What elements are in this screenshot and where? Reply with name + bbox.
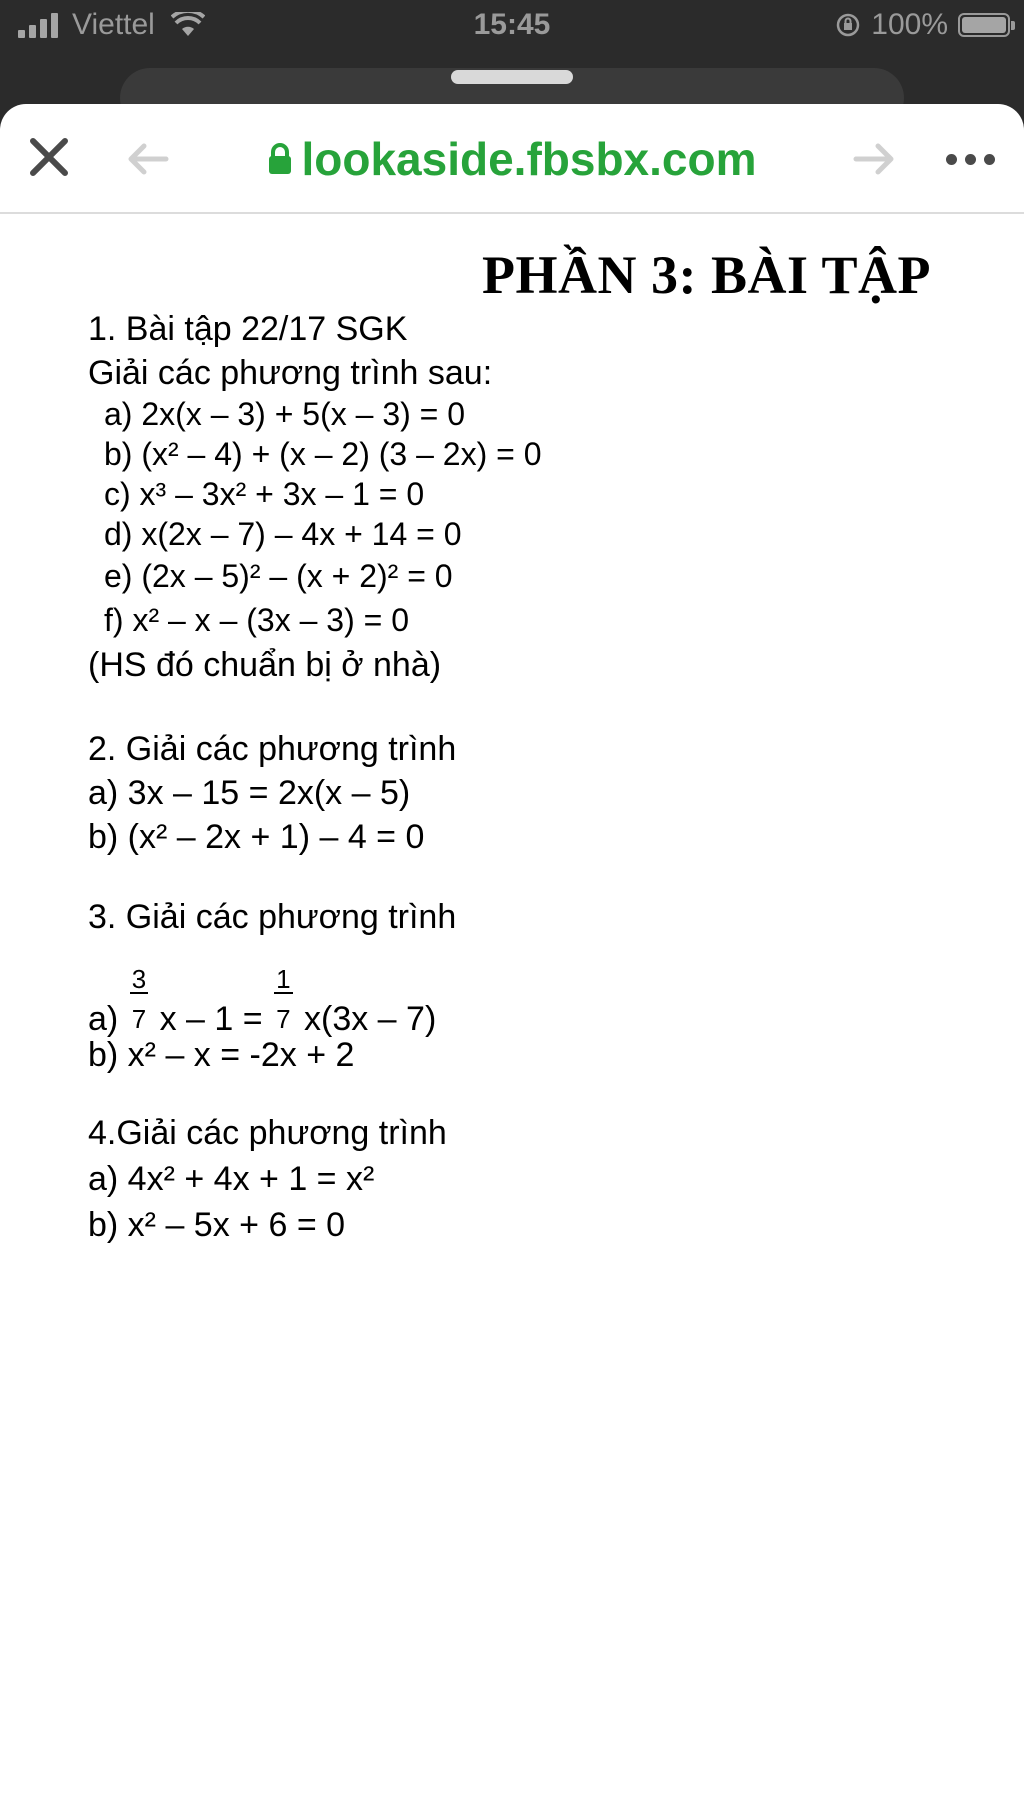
- sheet-grabber[interactable]: [451, 70, 573, 84]
- clock: 15:45: [473, 8, 551, 41]
- ex3-a-end: x(3x – 7): [304, 999, 437, 1038]
- battery-icon: [958, 13, 1010, 37]
- rotation-lock-icon: [835, 12, 861, 38]
- lock-icon: [267, 142, 293, 176]
- ex1-item-b: b) (x² – 4) + (x – 2) (3 – 2x) = 0: [104, 436, 542, 472]
- more-options-icon[interactable]: [946, 154, 995, 165]
- page-title: PHẦN 3: BÀI TẬP: [482, 245, 932, 305]
- ex1-note: (HS đó chuẩn bị ở nhà): [88, 646, 442, 684]
- ex2-item-b: b) (x² – 2x + 1) – 4 = 0: [88, 818, 425, 856]
- ex4-item-a: a) 4x² + 4x + 1 = x²: [88, 1160, 375, 1198]
- ex3-item-b: b) x² – x = -2x + 2: [88, 1036, 355, 1074]
- ex4-heading: 4.Giải các phương trình: [88, 1114, 447, 1152]
- ex1-item-e: e) (2x – 5)² – (x + 2)² = 0: [104, 558, 453, 594]
- carrier-name: Viettel: [72, 8, 155, 41]
- fraction-1-7: $\frac{1}{7}$: [276, 964, 291, 1034]
- ex2-heading: 2. Giải các phương trình: [88, 730, 457, 768]
- ex1-item-f: f) x² – x – (3x – 3) = 0: [104, 602, 409, 638]
- ex1-item-d: d) x(2x – 7) – 4x + 14 = 0: [104, 516, 462, 552]
- ex1-intro: Giải các phương trình sau:: [88, 354, 493, 392]
- ex1-item-a: a) 2x(x – 3) + 5(x – 3) = 0: [104, 396, 466, 432]
- ex1-item-c: c) x³ – 3x² + 3x – 1 = 0: [104, 476, 425, 512]
- fraction-3-7: $\frac{3}{7}$: [131, 964, 147, 1034]
- status-bar: [0, 0, 1024, 52]
- url-text: lookaside.fbsbx.com: [301, 133, 757, 185]
- ex3-heading: 3. Giải các phương trình: [88, 898, 457, 936]
- ex1-heading: 1. Bài tập 22/17 SGK: [88, 310, 408, 348]
- ex3-a-prefix: a): [88, 999, 119, 1038]
- battery-percent: 100%: [871, 8, 948, 41]
- ex3-a-middle: x – 1 =: [159, 999, 263, 1038]
- forward-arrow-icon[interactable]: [852, 142, 896, 176]
- ex2-item-a: a) 3x – 15 = 2x(x – 5): [88, 774, 411, 812]
- ex4-item-b: b) x² – 5x + 6 = 0: [88, 1206, 346, 1244]
- browser-toolbar: [0, 104, 1024, 214]
